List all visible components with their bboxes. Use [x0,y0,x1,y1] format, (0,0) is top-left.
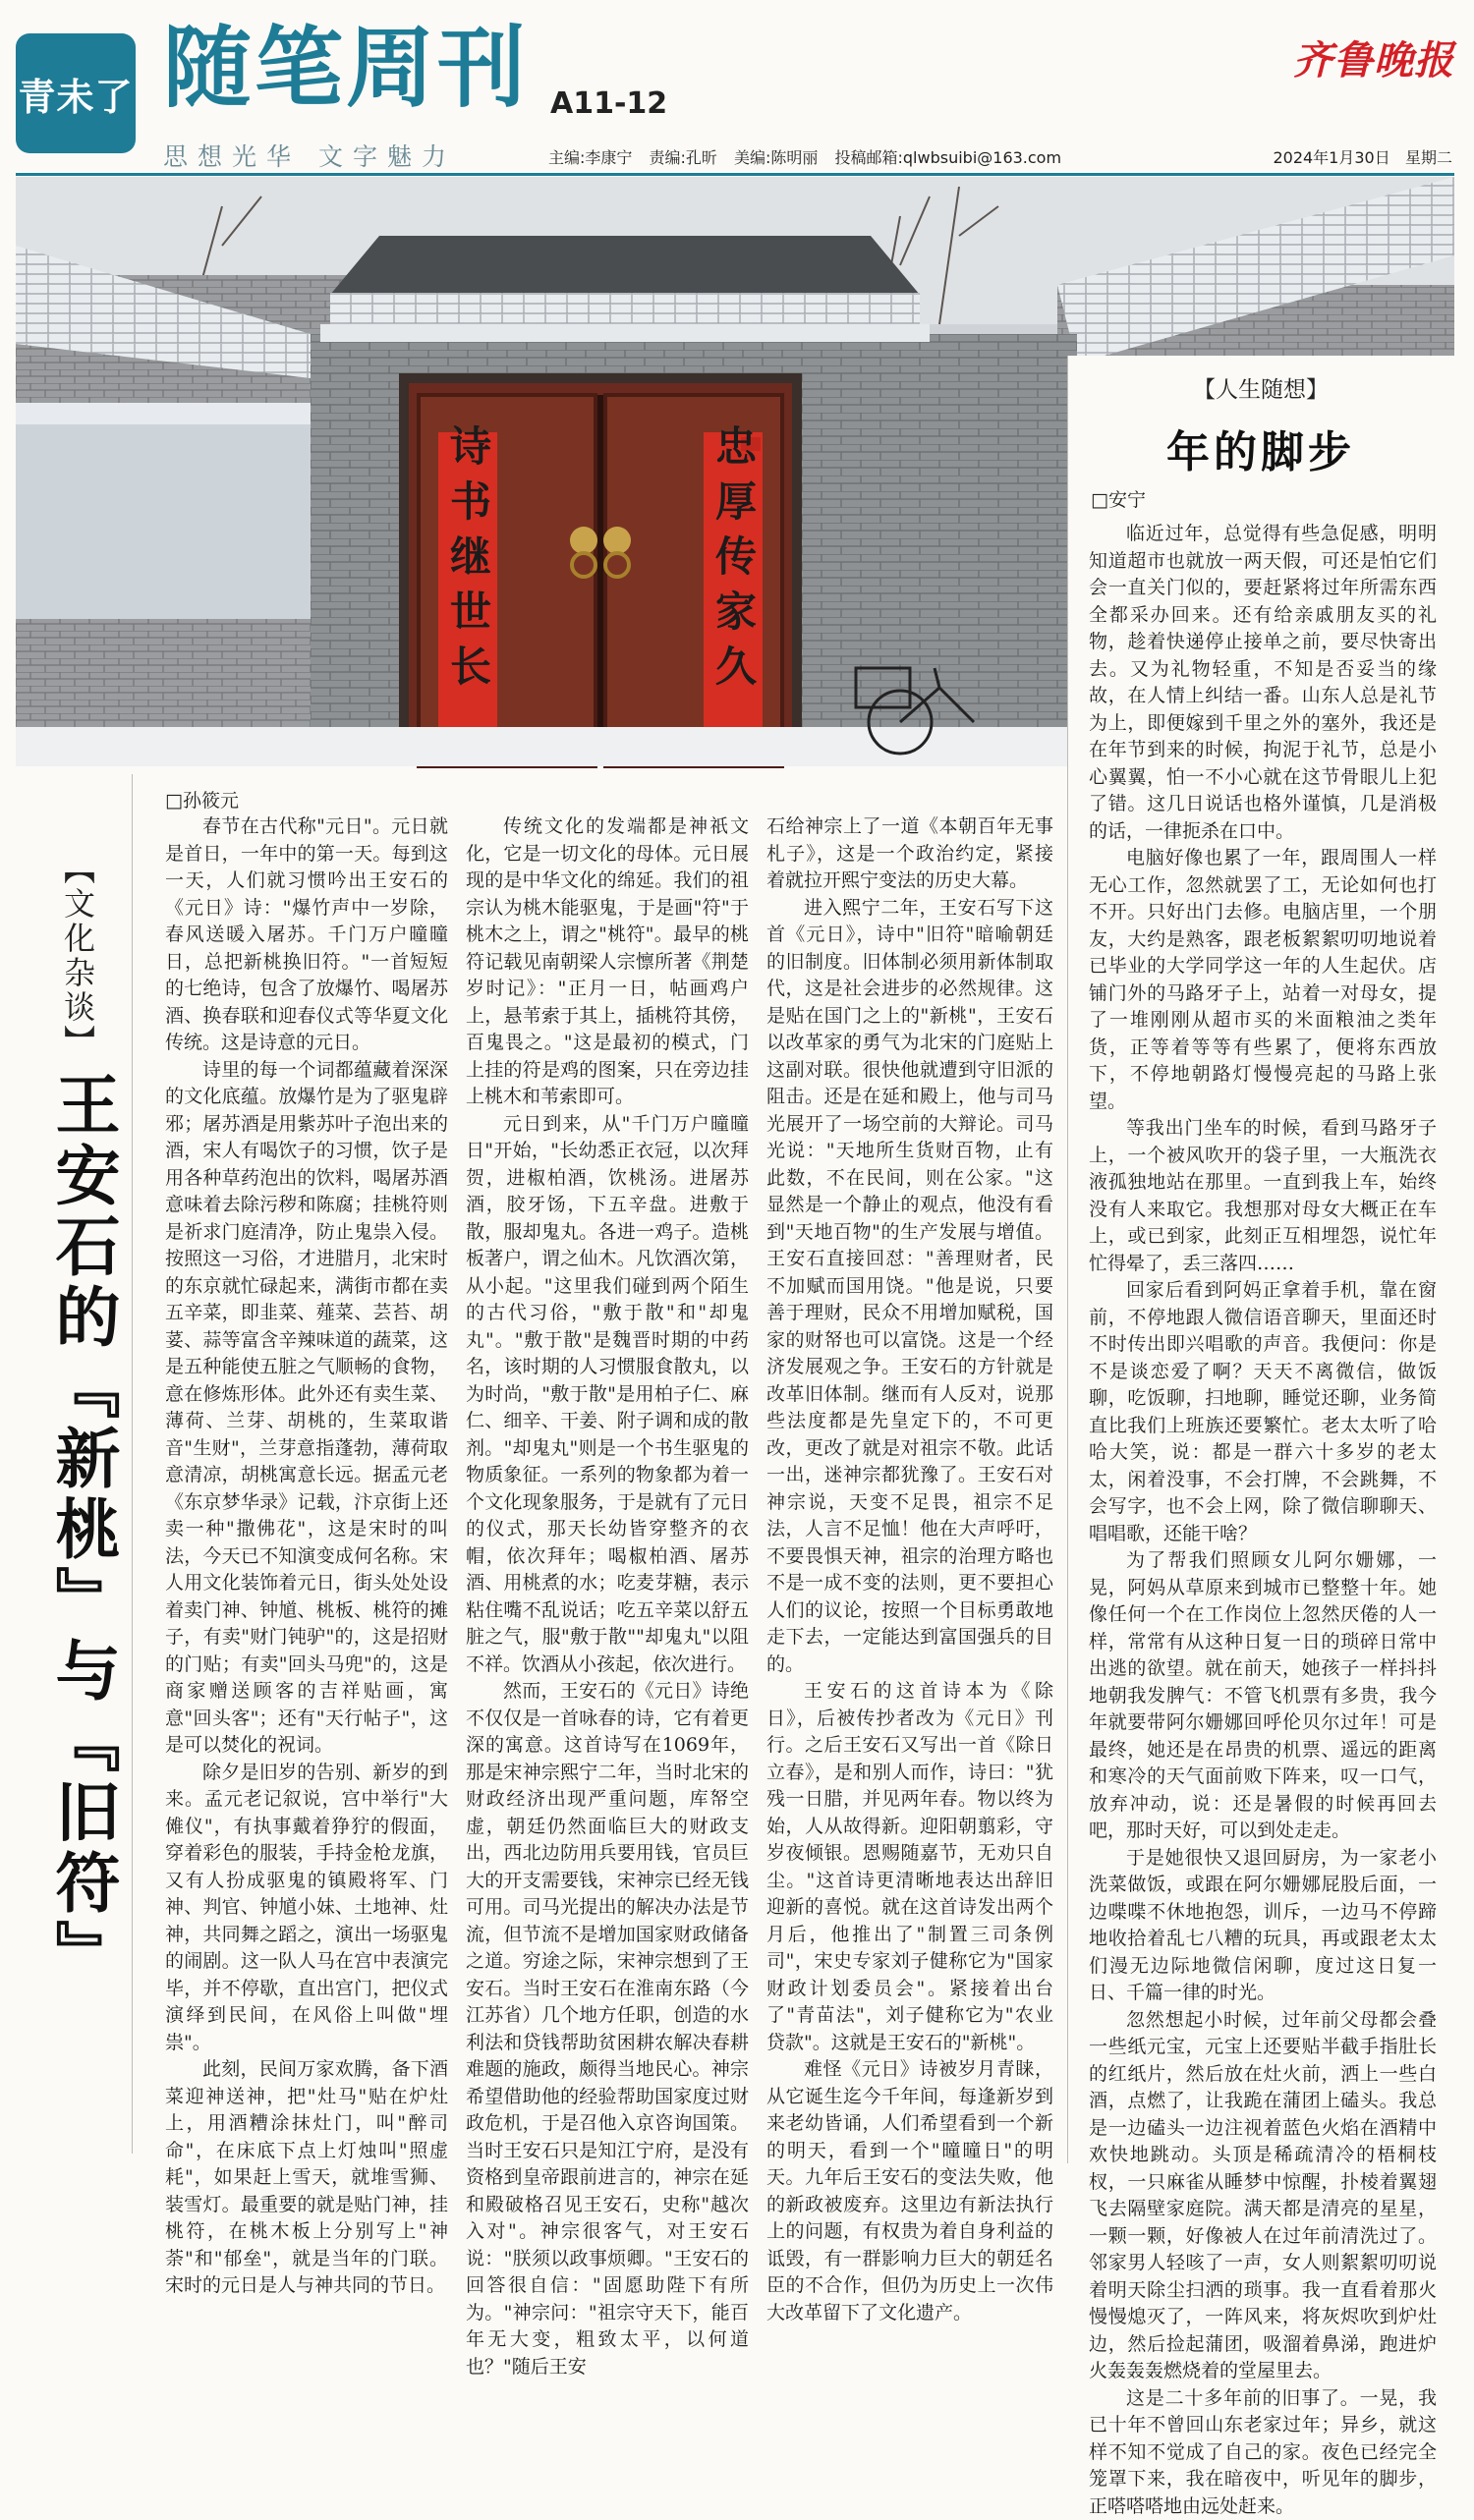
credit-art-editor: 美编:陈明丽 [734,148,818,167]
headline-divider [132,774,133,2154]
paragraph: 除夕是旧岁的告别、新岁的到来。孟元老记叙说，宫中举行"大傩仪"，有执事戴着狰狞的假面，穿着彩色的服装，手持金枪龙旗，又有人扮成驱鬼的镇殿将军、门神、判官、钟馗小妹、土地神、灶神，共同舞之蹈之，演出一场驱鬼的闹剧。这一队人马在宫中表演完毕，并不停歇，直出宫门，把仪式演绎到民间，在风俗上叫做"埋祟"。 [165,1760,448,2057]
article-author: □孙筱元 [165,786,239,812]
section-slogan: 思想光华 文字魅力 [163,138,456,173]
dateline [1273,145,1452,168]
paragraph: 回家后看到阿妈正拿着手机，靠在窗前，不停地跟人微信语音聊天，里面还时不时传出即兴唱歌的声音。我便问：你是不是谈恋爱了啊？天天不离微信，做饭聊，吃饭聊，扫地聊，睡觉还聊，业务简直比我们上班族还要繁忙。老太太听了哈哈大笑，说：都是一群六十多岁的老太太，闲着没事，不会打牌，不会跳舞，不会写字，也不会上网，除了微信聊聊天、唱唱歌，还能干啥？ [1089,1277,1437,1547]
section-logo-text: 青未了 [18,67,133,121]
paragraph: 然而，王安石的《元日》诗绝不仅仅是一首咏春的诗，它有着更深的寓意。这首诗写在1069年，那是宋神宗熙宁二年，当时北宋的财政经济出现严重问题，库帑空虚，朝廷仍然面临巨大的财政支出，西北边防用兵要用钱，官员巨大的开支需要钱，宋神宗已经无钱可用。司马光提出的解决办法是节流，但节流不是增加国家财政储备之道。穷途之际，宋神宗想到了王安石。当时王安石在淮南东路（今江苏省）几个地方任职，创造的水利法和贷钱帮助贫困耕农解决春耕难题的施政，颇得当地民心。神宗希望借助他的经验帮助国家度过财政危机，于是召他入京咨询国策。当时王安石只是知江宁府，是没有资格到皇帝跟前进言的，神宗在延和殿破格召见王安石，史称"越次入对"。神宗很客气，对王安石说："朕须以政事烦卿。"王安石的回答很自信："固愿助陛下有所为。"神宗问："祖宗守天下，能百年无大变，粗致太平，以何道也？"随后王安 [466,1678,749,2380]
issue-date: 2024年1月30日 [1273,148,1389,167]
sidebar-column-tag: 【人生随想】 [1067,371,1454,404]
couplet-left: 诗书继世长 [440,424,495,700]
sidebar-title: 年的脚步 [1067,417,1454,479]
paragraph: 等我出门坐车的时候，看到马路牙子上，一个被风吹开的袋子里，一大瓶洗衣液孤独地站在那里。一直到我上车，始终没有人来取它。我想那对母女大概正在车上，或已到家，此刻正互相埋怨，说忙年忙得晕了，丢三落四…… [1089,1115,1437,1277]
credit-email: 投稿邮箱:qlwbsuibi@163.com [835,148,1062,167]
article-column-1 [165,813,448,2142]
paragraph: 进入熙宁二年，王安石写下这首《元日》，诗中"旧符"暗喻朝廷的旧制度。旧体制必须用新体制取代，这是社会进步的必然规律。这是贴在国门之上的"新桃"，王安石以改革家的勇气为北宋的门庭贴上这副对联。很快他就遭到守旧派的阻击。还是在延和殿上，他与司马光展开了一场空前的大辩论。司马光说："天地所生货财百物，止有此数，不在民间，则在公家。"这显然是一个静止的观点，他没有看到"天地百物"的生产发展与增值。王安石直接回怼："善理财者，民不加赋而国用饶。"他是说，只要善于理财，民众不用增加赋税，国家的财帑也可以富饶。这是一个经济发展观之争。王安石的方针就是改革旧体制。继而有人反对，说那些法度都是先皇定下的，不可更改，更改了就是对祖宗不敬。此话一出，迷神宗都犹豫了。王安石对神宗说，天变不足畏，祖宗不足法，人言不足恤！他在大声呼吁，不要畏惧天神，祖宗的治理方略也不是一成不变的法则，更不要担心人们的议论，按照一个目标勇敢地走下去，一定能达到富国强兵的目的。 [766,895,1053,1679]
paragraph: 王安石的这首诗本为《除日》，后被传抄者改为《元日》刊行。之后王安石又写出一首《除日立春》，是和别人而作，诗曰："犹残一日腊，并见两年春。物以终为始，人从故得新。迎阳朝翦彩，守岁夜倾银。恩赐随嘉节，无劝只自尘。"这首诗更清晰地表达出辞旧迎新的喜悦。就在这首诗发出两个月后，他推出了"制置三司条例司"，宋史专家刘子健称它为"国家财政计划委员会"。紧接着出台了"青苗法"，刘子健称它为"农业贷款"。这就是王安石的"新桃"。 [766,1678,1053,2056]
paragraph: 传统文化的发端都是神祇文化，它是一切文化的母体。元日展现的是中华文化的绵延。我们的祖宗认为桃木能驱鬼，于是画"符"于桃木之上，谓之"桃符"。最早的桃符记载见南朝梁人宗懔所著《荆楚岁时记》："正月一日，帖画鸡户上，悬苇索于其上，插桃符其傍，百鬼畏之。"这是最初的模式，门上挂的符是鸡的图案，只在旁边挂上桃木和苇索即可。 [466,813,749,1111]
paragraph: 难怪《元日》诗被岁月青睐，从它诞生迄今千年间，每逢新岁到来老幼皆诵，人们希望看到一个新的明天，看到一个"曈曈日"的明天。九年后王安石的变法失败，他的新政被废弃。这里边有新法执行上的问题，有权贵为着自身利益的诋毁，有一群影响力巨大的朝廷名臣的不合作，但仍为历史上一次伟大改革留下了文化遗产。 [766,2056,1053,2326]
article-column-3 [766,813,1053,2142]
paragraph: 诗里的每一个词都蕴藏着深深的文化底蕴。放爆竹是为了驱鬼辟邪；屠苏酒是用紫苏叶子泡出来的酒，宋人有喝饮子的习惯，饮子是用各种草药泡出的饮料，喝屠苏酒意味着去除污秽和陈腐；挂桃符则是祈求门庭清净，防止鬼祟入侵。按照这一习俗，才进腊月，北宋时的东京就忙碌起来，满街市都在卖五辛菜，即韭菜、薤菜、芸苔、胡荽、蒜等富含辛辣味道的蔬菜，这是五种能使五脏之气顺畅的食物，意在修炼形体。此外还有卖生菜、薄荷、兰芽、胡桃的，生菜取谐音"生财"，兰芽意指蓬勃，薄荷取意清凉，胡桃寓意长远。据孟元老《东京梦华录》记载，汴京街上还卖一种"撒佛花"，这是宋时的叫法，今天已不知演变成何名称。宋人用文化装饰着元日，街头处处设着卖门神、钟馗、桃板、桃符的摊子，有卖"财门钝驴"的，这是招财的门贴；有卖"回头马兜"的，这是商家赠送顾客的吉祥贴画，寓意"回头客"；还有"天行帖子"，这是可以焚化的祝词。 [165,1057,448,1760]
paragraph: 春节在古代称"元日"。元日就是首日，一年中的第一天。每到这一天，人们就习惯吟出王安石的《元日》诗："爆竹声中一岁除，春风送暖入屠苏。千门万户曈曈日，总把新桃换旧符。"一首短短的七绝诗，包含了放爆竹、喝屠苏酒、换春联和迎春仪式等华夏文化传统。这是诗意的元日。 [165,813,448,1057]
credit-chief-editor: 主编:李康宁 [548,148,632,167]
paragraph: 于是她很快又退回厨房，为一家老小洗菜做饭，或跟在阿尔姗娜屁股后面，一边喋喋不休地抱怨，训斥，一边马不停蹄地收拾着乱七八糟的玩具，再或跟老太太们漫无边际地微信闲聊，度过这日复一日、千篇一律的时光。 [1089,1845,1437,2007]
sidebar-body [1089,521,1437,2132]
paragraph: 此刻，民间万家欢腾，备下酒菜迎神送神，把"灶马"贴在炉灶上，用酒糟涂抹灶门，叫"醉司命"，在床底下点上灯烛叫"照虚耗"，如果赶上雪天，就堆雪狮、装雪灯。最重要的就是贴门神，挂桃符，在桃木板上分别写上"神荼"和"郁垒"，就是当年的门联。宋时的元日是人与神共同的节日。 [165,2056,448,2300]
article-column-tag: 【文化杂谈】 [55,853,100,1059]
section-logo [16,33,136,153]
sidebar-author: □安宁 [1091,485,1146,512]
credit-editor: 责编:孔昕 [650,148,717,167]
article-column-2 [466,813,749,2142]
couplet-right: 忠厚传家久 [706,424,761,700]
paragraph: 石给神宗上了一道《本朝百年无事札子》，这是一个政治约定，紧接着就拉开熙宁变法的历史大幕。 [766,813,1053,895]
paragraph: 为了帮我们照顾女儿阿尔姗娜，一晃，阿妈从草原来到城市已整整十年。她像任何一个在工作岗位上忽然厌倦的人一样，常常有从这种日复一日的琐碎日常中出逃的欲望。就在前天，她孩子一样抖抖地朝我发脾气：不管飞机票有多贵，我今年就要带阿尔姗娜回呼伦贝尔过年！可是最终，她还是在昂贵的机票、遥远的距离和寒冷的天气面前败下阵来，叹一口气，放弃冲动，说：还是暑假的时候再回去吧，那时天好，可以到处走走。 [1089,1547,1437,1845]
paragraph: 元日到来，从"千门万户曈曈日"开始，"长幼悉正衣冠，以次拜贺，进椒柏酒，饮桃汤。进屠苏酒，胶牙饧，下五辛盘。进敷于散，服却鬼丸。各进一鸡子。造桃板著户，谓之仙木。凡饮酒次第，从小起。"这里我们碰到两个陌生的古代习俗，"敷于散"和"却鬼丸"。"敷于散"是魏晋时期的中药名，该时期的人习惯服食散丸，以为时尚，"敷于散"是用柏子仁、麻仁、细辛、干姜、附子调和成的散剂。"却鬼丸"则是一个书生驱鬼的物质象征。一系列的物象都为着一个文化现象服务，于是就有了元日的仪式，那天长幼皆穿整齐的衣帽，依次拜年；喝椒柏酒、屠苏酒、用桃煮的水；吃麦芽糖，表示粘住嘴不乱说话；吃五辛菜以舒五脏之气，服"敷于散""却鬼丸"以阻不祥。饮酒从小孩起，依次进行。 [466,1111,749,1679]
article-headline: 王安石的『新桃』与『旧符』 [43,1071,122,1990]
page-numbers: A11-12 [550,86,667,121]
masthead-rule [16,173,1454,176]
editor-credits [548,145,1073,168]
paragraph: 忽然想起小时候，过年前父母都会叠一些纸元宝，元宝上还要贴半截手指肚长的红纸片，然后放在灶火前，洒上一些白酒，点燃了，让我跪在蒲团上磕头。我总是一边磕头一边注视着蓝色火焰在酒精中欢快地跳动。头顶是稀疏清冷的梧桐枝杈，一只麻雀从睡梦中惊醒，扑棱着翼翅飞去隔壁家庭院。满天都是清亮的星星，一颗一颗，好像被人在过年前清洗过了。邻家男人轻咳了一声，女人则絮絮叨叨说着明天除尘扫洒的琐事。我一直看着那火慢慢熄灭了，一阵风来，将灰烬吹到炉灶边，然后捡起蒲团，吸溜着鼻涕，跑进炉火轰轰轰燃烧着的堂屋里去。 [1089,2007,1437,2385]
paragraph: 电脑好像也累了一年，跟周围人一样无心工作，忽然就罢了工，无论如何也打不开。只好出门去修。电脑店里，一个朋友，大约是熟客，跟老板絮絮叨叨地说着已毕业的大学同学这一年的人生起伏。店铺门外的马路牙子上，站着一对母女，提了一堆刚刚从超市买的米面粮油之类年货，正等着等等有些累了，便将东西放下，不停地朝路灯慢慢亮起的马路上张望。 [1089,845,1437,1115]
page-title: 随笔周刊 [163,20,529,118]
paragraph: 这是二十多年前的旧事了。一晃，我已十年不曾回山东老家过年；异乡，就这样不知不觉成了自己的家。夜色已经完全笼罩下来，我在暗夜中，听见年的脚步，正嗒嗒嗒地由远处赶来。 [1089,2385,1437,2520]
issue-weekday: 星期二 [1405,148,1452,167]
paragraph: 临近过年，总觉得有些急促感，明明知道超市也就放一两天假，可还是怕它们会一直关门似的，要赶紧将过年所需东西全都采办回来。还有给亲戚朋友买的礼物，趁着快递停止接单之前，要尽快寄出去。又为礼物轻重，不知是否妥当的缘故，在人情上纠结一番。山东人总是礼节为上，即便嫁到千里之外的塞外，我还是在年节到来的时候，拘泥于礼节，总是小心翼翼，怕一不小心就在这节骨眼儿上犯了错。这几日说话也格外谨慎，几是消极的话，一律扼杀在口中。 [1089,521,1437,845]
newspaper-logo: 齐鲁晚报 [1293,29,1454,85]
